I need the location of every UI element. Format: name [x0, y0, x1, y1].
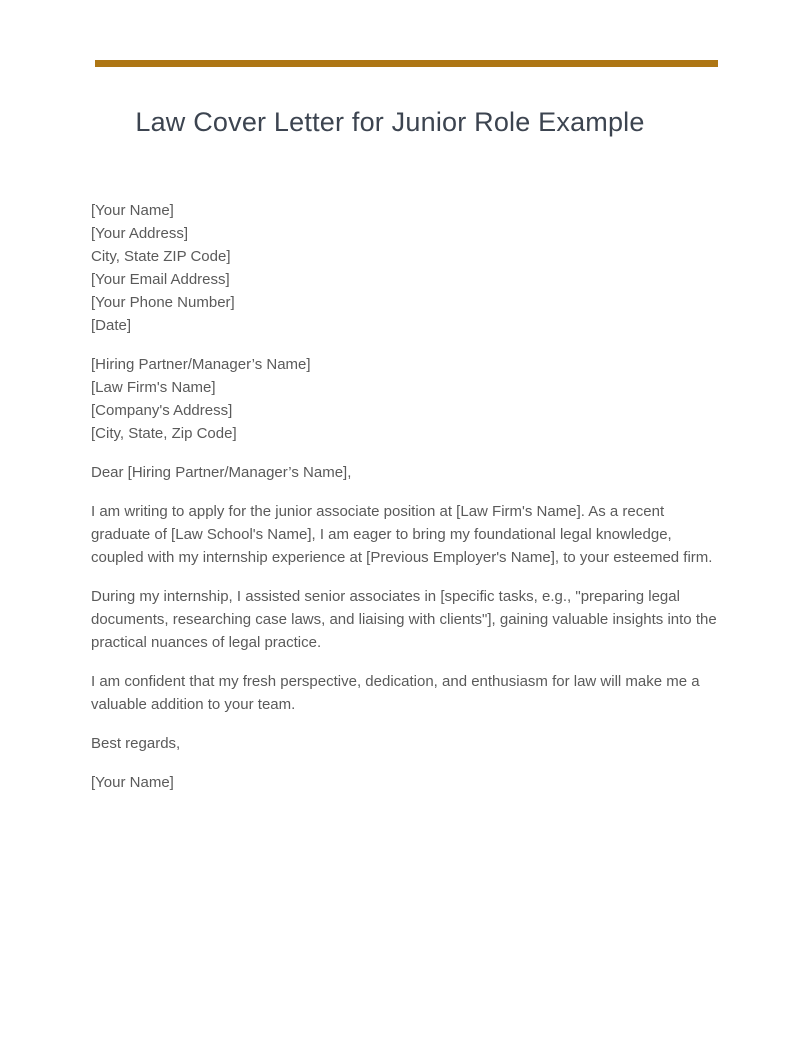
recipient-line: [Company's Address]: [91, 402, 233, 419]
sender-line: [Your Address]: [91, 225, 189, 242]
page-title: Law Cover Letter for Junior Role Example: [135, 107, 645, 137]
sender-line: [Date]: [91, 317, 132, 334]
body-paragraph: I am writing to apply for the junior associate position at [Law Firm's Name]. As a recent graduate of [Law School's Name], I am eager to bring my foundational legal knowledge, coupled with my internship experience at [Previous Employer's Name], to your esteemed firm.: [91, 503, 713, 566]
recipient-block: [91, 353, 718, 445]
salutation: Dear [Hiring Partner/Manager’s Name],: [91, 464, 352, 481]
body-paragraph: I am confident that my fresh perspective, dedication, and enthusiasm for law will make me a valuable addition to your team.: [91, 673, 700, 713]
letter-body: [91, 199, 718, 794]
sender-line: [Your Phone Number]: [91, 294, 235, 311]
sender-line: [Your Email Address]: [91, 271, 230, 288]
recipient-line: [Law Firm's Name]: [91, 379, 216, 396]
recipient-line: [Hiring Partner/Manager’s Name]: [91, 356, 311, 373]
body-paragraph: During my internship, I assisted senior associates in [specific tasks, e.g., "preparing legal documents, researching case laws, and liaising with clients"], gaining valuable insights into the practical nuances of legal practice.: [91, 588, 717, 651]
recipient-line: [City, State, Zip Code]: [91, 425, 237, 442]
closing: Best regards,: [91, 735, 181, 752]
accent-bar: [95, 60, 718, 67]
signature: [Your Name]: [91, 774, 174, 791]
sender-block: [91, 199, 718, 337]
sender-line: City, State ZIP Code]: [91, 248, 231, 265]
sender-line: [Your Name]: [91, 202, 174, 219]
